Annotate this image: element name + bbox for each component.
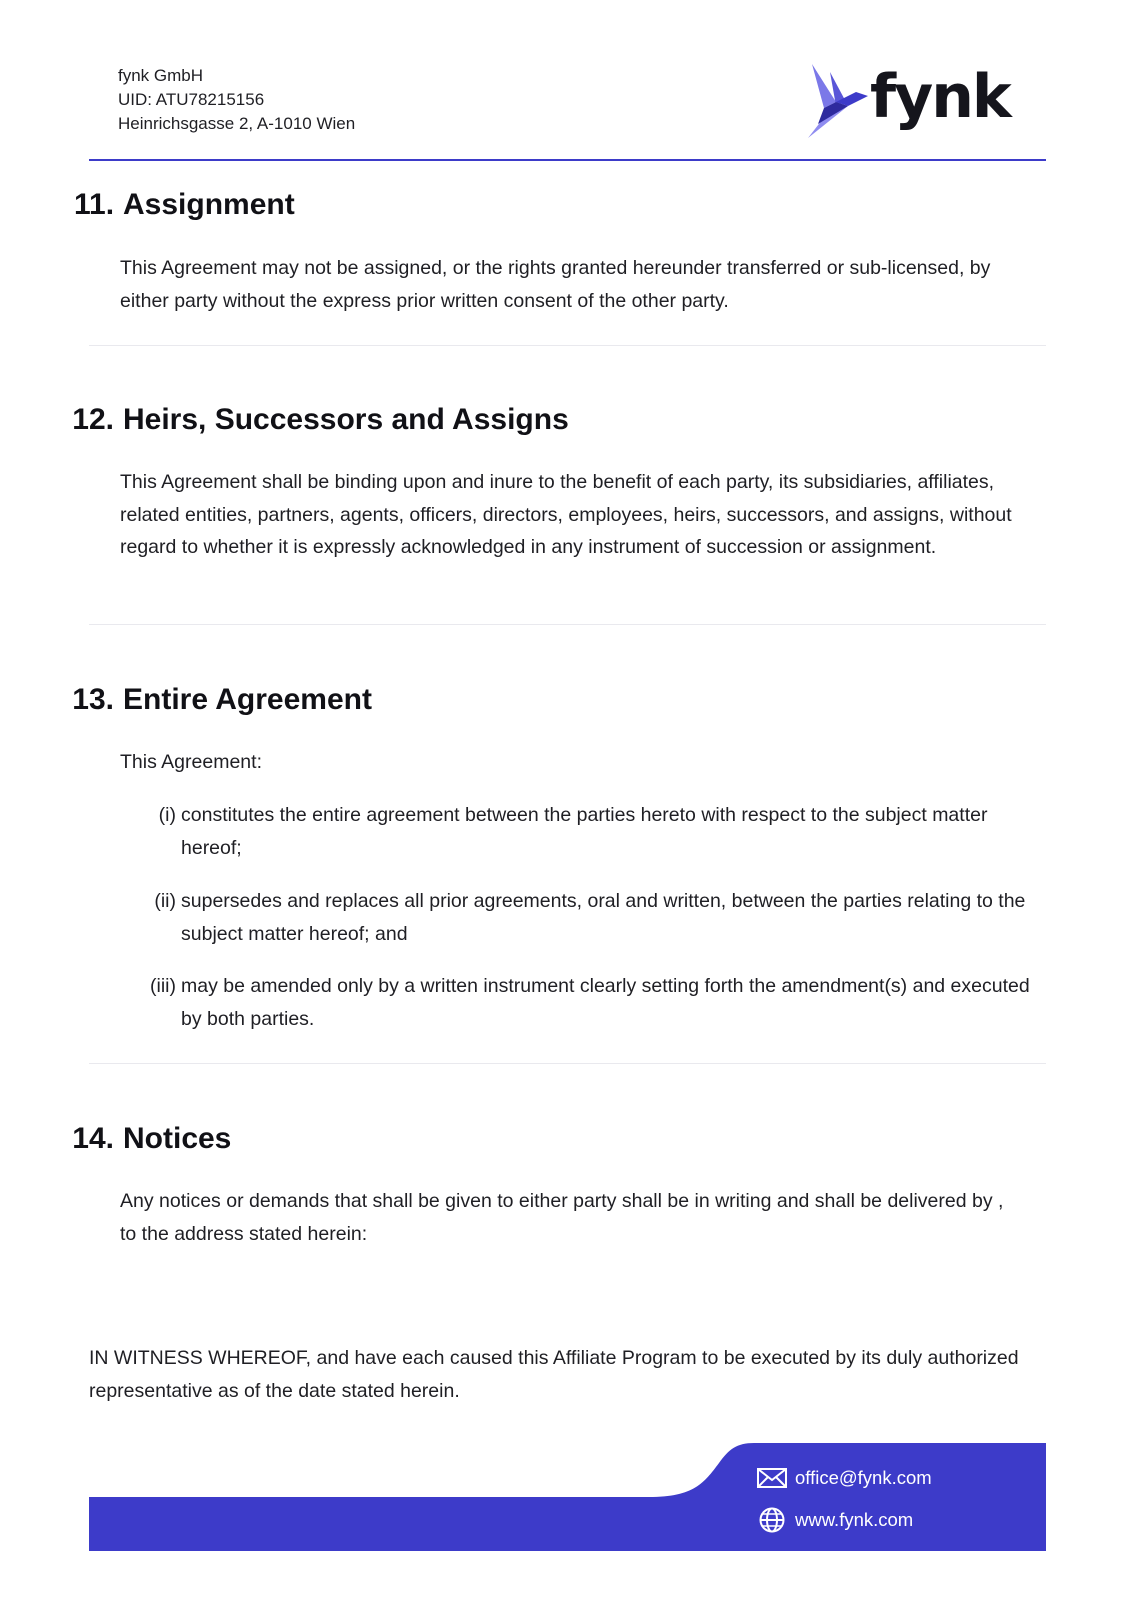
section-divider bbox=[89, 1063, 1046, 1064]
section-14-heading bbox=[67, 1119, 231, 1159]
list-item-text: constitutes the entire agreement between the parties hereto with respect to the subject matter hereof; bbox=[181, 804, 988, 859]
envelope-icon bbox=[757, 1464, 787, 1492]
section-14-paragraph: Any notices or demands that shall be given to either party shall be in writing and shall be delivered by , to the address stated herein: bbox=[120, 1190, 1004, 1245]
list-marker: (iii) bbox=[150, 975, 176, 997]
list-item bbox=[120, 970, 1030, 1035]
list-marker: (ii) bbox=[154, 890, 176, 912]
company-uid: UID: ATU78215156 bbox=[118, 90, 265, 109]
section-number: 13. bbox=[72, 683, 114, 716]
company-name: fynk GmbH bbox=[118, 66, 204, 85]
section-title: Entire Agreement bbox=[123, 683, 372, 716]
footer-website-text[interactable]: www.fynk.com bbox=[795, 1509, 914, 1530]
section-12-heading bbox=[67, 400, 569, 440]
footer-email[interactable] bbox=[757, 1464, 932, 1492]
section-number: 12. bbox=[72, 403, 114, 436]
list-item-text: supersedes and replaces all prior agreements, oral and written, between the parties relating to the subject matter hereof; and bbox=[181, 890, 1026, 945]
section-number: 11. bbox=[74, 188, 115, 221]
bird-logo-icon bbox=[808, 62, 874, 140]
footer-email-text[interactable]: office@fynk.com bbox=[795, 1467, 932, 1488]
section-number: 14. bbox=[72, 1122, 114, 1155]
section-11-paragraph: This Agreement may not be assigned, or the rights granted hereunder transferred or sub-licensed, by either party without the express prior written consent of the other party. bbox=[120, 257, 991, 312]
list-item bbox=[120, 885, 1030, 950]
company-address: Heinrichsgasse 2, A-1010 Wien bbox=[118, 114, 356, 133]
section-12-paragraph: This Agreement shall be binding upon and inure to the benefit of each party, its subsidiaries, affiliates, related entities, partners, agents, officers, directors, employees, heirs, successors, and assigns, without regard to whether it is expressly acknowledged in any instrument of succession or assignment. bbox=[120, 471, 1012, 558]
section-title: Assignment bbox=[123, 188, 295, 221]
footer-banner bbox=[89, 1443, 1046, 1551]
globe-icon bbox=[757, 1506, 787, 1534]
witness-clause: IN WITNESS WHEREOF, and have each caused this Affiliate Program to be executed by its duly authorized representative as of the date stated herein. bbox=[89, 1347, 1019, 1402]
section-11-heading bbox=[74, 185, 295, 225]
footer-website[interactable] bbox=[757, 1506, 913, 1534]
section-13-intro: This Agreement: bbox=[120, 751, 262, 773]
section-title: Heirs, Successors and Assigns bbox=[123, 403, 569, 436]
section-title: Notices bbox=[123, 1122, 232, 1155]
header-divider bbox=[89, 159, 1046, 161]
list-item-text: may be amended only by a written instrument clearly setting forth the amendment(s) and executed by both parties. bbox=[181, 975, 1030, 1030]
list-item bbox=[120, 799, 1030, 864]
section-13-heading bbox=[67, 680, 372, 720]
fynk-logo bbox=[808, 60, 1008, 140]
section-divider bbox=[89, 624, 1046, 625]
company-info bbox=[118, 64, 355, 136]
logo-wordmark: fynk bbox=[870, 62, 1010, 132]
footer-background bbox=[89, 1443, 1046, 1551]
list-marker: (i) bbox=[158, 804, 176, 826]
section-divider bbox=[89, 345, 1046, 346]
